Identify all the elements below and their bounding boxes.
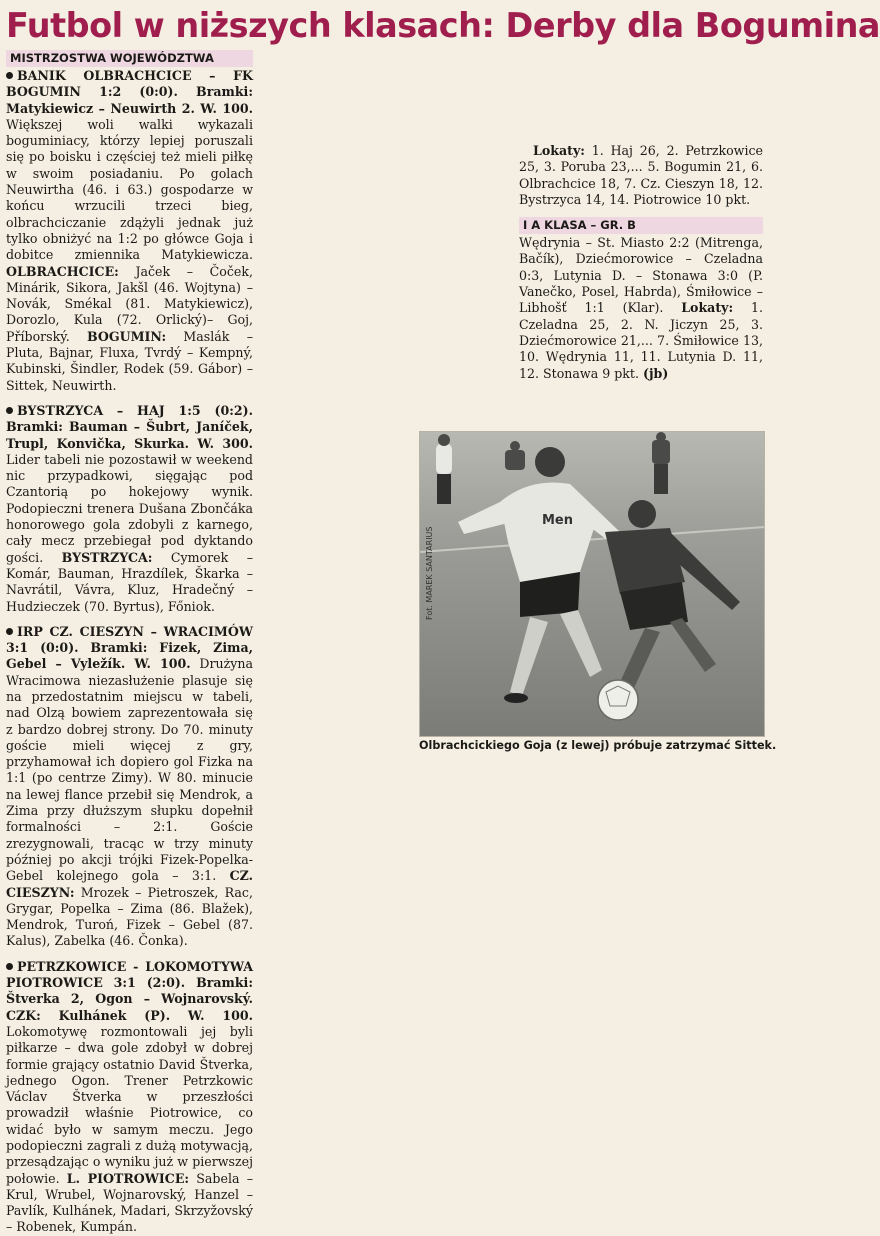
lineup: Cymorek – Komár, Bauman, Hrazdílek, Škarka – Navrátil, Vávra, Kluz, Hradečný – Hudzieczek (70. Byrtus), Főniok. (6, 549, 253, 614)
lineup-team: OLBRACHCICE: (6, 263, 119, 279)
lineup-team: BYSTRZYCA: (61, 549, 153, 565)
match-petrzkowice (6, 959, 253, 1236)
standings-label: Lokaty: (533, 143, 585, 158)
match-report: Większej woli walki wykazali boguminiacy, którzy lepiej poruszali się po boisku i częściej też mieli piłkę w swoim posiadaniu. Po golach Neuwirtha (46. i 63.) gospodarze w końcu wrzucili trzeci bieg, olbrachciczanie zdążyli jednak już tylko obniżyć na 1:2 po główce Goja i dobitce zmiennika Matykiewicza. (6, 116, 253, 263)
standings-text: 1. Haj 26, 2. Petrzkowice 25, 3. Poruba 23,... 5. Bogumin 21, 6. Olbrachcice 18, 7. Cz. Cieszyn 18, 12. Bystrzyca 14, 14. Piotrowice 10 pkt. (519, 143, 763, 207)
photo-caption: Olbrachcickiego Goja (z lewej) próbuje zatrzymać Sittek. (419, 739, 777, 752)
lineup-team: L. PIOTROWICE: (66, 1170, 190, 1186)
lineup: Mrozek – Pietroszek, Rac, Grygar, Popelka – Zima (86. Blažek), Mendrok, Turoń, Fizek – Gebel (87. Kalus), Zabelka (46. Čonka). (6, 884, 253, 949)
match-irp-start (6, 624, 253, 950)
lineup: Jaček – Čoček, Minárik, Sikora, Jakšl (46. Wojtyna) – Novák, Smékal (81. Matykiewicz), Dorozlo, Kula (72. Orlický)– Goj, Příborský. (6, 263, 253, 344)
bullet-icon (6, 963, 13, 970)
shirt-logo: Men (542, 513, 574, 528)
match-report: Lokomotywę rozmontowali jej byli piłkarze – dwa gole zdobył w dobrej formie grający ostatnio David Štverka, jednego Ogon. Trener Petrzkowic Václav Štverka w przeszłości prowadził właśnie Piotrowice, co widać było w samym meczu. Jego podopieczni zagrali z dużą motywacją, przesądzając o wyniku już w pierwszej połowie. (6, 1023, 253, 1186)
match-heading: BANIK OLBRACHCICE – FK BOGUMIN 1:2 (0:0). Bramki: Matykiewicz – Neuwirth 2. W. 100. (6, 68, 253, 116)
match-report: Lider tabeli nie pozostawił w weekend nic przypadkowi, sięgając pod Czantorią po hokejowy wynik. Podopieczni trenera Dušana Zbončáka honorowego gola zdobyli z karnego, cały mecz przebiegał pod dyktando gości. (6, 451, 253, 565)
section-header-mistrzostwa: MISTRZOSTWA WOJEWÓDZTWA (6, 50, 253, 67)
article-headline: Futbol w niższych klasach: Derby dla Bogumina (6, 6, 880, 46)
lineup-team: BOGUMIN: (87, 328, 167, 344)
match-report: Drużyna Wracimowa niezasłużenie plasuje się na przedostatnim miejscu w tabeli, nad Olzą bowiem zaprezentowała się z bardzo dobrej strony. Do 70. minuty goście mieli więcej z gry, przyhamował ich dopiero gol Fizka na 1:1 (po centrze Zimy). W 80. minucie na lewej flance przebił się Mendrok, a Zima przy dłuższym słupku dopełnił formalności – 2:1. Goście zrezygnowali, tracąc w trzy minuty później po akcji trójki Fizek-Popelka-Gebel kolejnego gola – 3:1. (6, 656, 253, 884)
standings-wojewodztwa (519, 143, 763, 208)
lineup-team: CZ. CIESZYN: (6, 868, 253, 900)
match-photo (419, 431, 765, 737)
photo-credit: Fot. MAREK SANTARIUS (425, 526, 434, 620)
column-1 (6, 50, 253, 1236)
match-heading: IRP CZ. CIESZYN – WRACIMÓW 3:1 (0:0). Bramki: Fizek, Zima, Gebel – Vyležík. W. 100. (6, 623, 253, 672)
match-heading: BYSTRZYCA – HAJ 1:5 (0:2). Bramki: Bauman – Šubrt, Janíček, Trupl, Konvička, Skurka. W. 300. (6, 402, 253, 451)
lineup: Maslák – Pluta, Bajnar, Fluxa, Tvrdý – Kempný, Kubinski, Šindler, Rodek (59. Gábor) – Sittek, Neuwirth. (6, 328, 253, 393)
match-bystrzyca (6, 403, 253, 615)
bullet-icon (6, 72, 13, 79)
results-text: Wędrynia – St. Miasto 2:2 (Mitrenga, Bačík), Dziećmorowice – Czeladna 0:3, Lutynia D. – Stonawa 3:0 (P. Vanečko, Posel, Habrda), Śmiłowice – Libhošť 1:1 (Klar). (519, 235, 763, 316)
bullet-icon (6, 407, 13, 414)
column-3 (519, 143, 763, 382)
section-header-klasa: I A KLASA – GR. B (519, 217, 763, 234)
match-banik (6, 68, 253, 394)
author-signoff: (jb) (643, 365, 669, 381)
standings-label: Lokaty: (681, 300, 734, 316)
match-heading: PETRZKOWICE - LOKOMOTYWA PIOTROWICE 3:1 (2:0). Bramki: Štverka 2, Ogon – Wojnarovský. CZK: Kulhánek (P). W. 100. (6, 958, 253, 1023)
klasa-results (519, 235, 763, 382)
bullet-icon (6, 628, 13, 635)
standings-text: 1. Czeladna 25, 2. N. Jiczyn 25, 3. Dziećmorowice 21,... 7. Śmiłowice 13, 10. Wędrynia 11, 11. Lutynia D. 11, 12. Stonawa 9 pkt. (519, 300, 763, 381)
lineup: Sabela – Krul, Wrubel, Wojnarovský, Hanzel – Pavlík, Kulhánek, Madari, Skrzyžovský – Robenek, Kumpán. (6, 1170, 253, 1235)
players-photo-illustration (420, 432, 764, 736)
